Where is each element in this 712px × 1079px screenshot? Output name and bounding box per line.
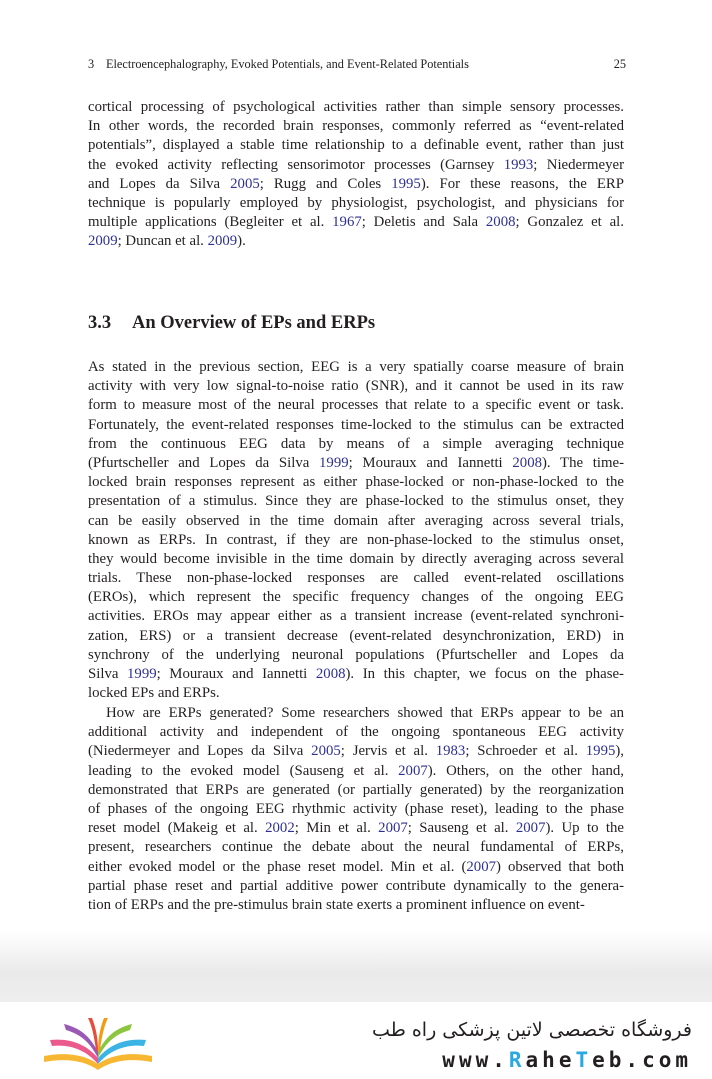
citation-link[interactable]: 1995 xyxy=(585,743,616,760)
text-line xyxy=(88,607,624,626)
url-letter-r: R xyxy=(508,1048,526,1072)
chapter-title: Electroencephalography, Evoked Potentials, and Event-Related Potentials xyxy=(106,57,469,71)
text-line xyxy=(88,396,624,415)
text-line xyxy=(88,136,624,155)
text-run: partial phase reset and partial additive power contribute dynamically to the genera- xyxy=(88,877,624,894)
text-run: from the continuous EEG data by means of a simple averaging technique xyxy=(88,435,624,452)
text-run: ). Up to the xyxy=(545,820,624,837)
text-run: ; Duncan et al. xyxy=(117,233,208,250)
text-line xyxy=(88,232,624,251)
citation-link[interactable]: 1983 xyxy=(435,743,466,760)
text-line xyxy=(88,358,624,377)
watermark-footer xyxy=(0,1002,712,1079)
shop-name: فروشگاه تخصصی لاتین پزشکی راه طب xyxy=(372,1019,692,1041)
text-run: synchrony of the underlying neuronal populations (Pfurtscheller and Lopes da xyxy=(88,646,624,663)
text-run: ; Min et al. xyxy=(294,820,379,837)
text-run: As stated in the previous section, EEG is a very spatially coarse measure of brain xyxy=(88,359,624,375)
citation-link[interactable]: 2008 xyxy=(315,666,346,682)
paragraph-1 xyxy=(88,358,624,703)
text-line xyxy=(88,704,624,723)
text-line xyxy=(88,435,624,454)
text-line xyxy=(88,117,624,136)
text-line xyxy=(88,416,624,435)
text-line xyxy=(88,213,624,232)
text-run: they would become invisible in the time domain by directly averaging across several xyxy=(88,550,624,567)
text-run: ; Schroeder et al. xyxy=(465,743,586,760)
text-run: zation, ERS) or a transient decrease (event-related desynchronization, ERD) in xyxy=(88,627,624,644)
text-run: ). In this chapter, we focus on the phase- xyxy=(345,666,624,682)
text-line xyxy=(88,377,624,396)
text-run: ). For these reasons, the ERP xyxy=(420,175,624,192)
citation-link[interactable]: 1999 xyxy=(127,666,157,682)
text-line xyxy=(88,665,624,684)
text-line xyxy=(88,98,624,117)
text-run: locked EPs and ERPs. xyxy=(88,685,220,702)
citation-link[interactable]: 2008 xyxy=(485,214,516,231)
text-run: (EROs), which represent the specific frequency changes of the ongoing EEG xyxy=(88,589,624,606)
text-run: How are ERPs generated? Some researchers showed that ERPs appear to be an xyxy=(106,705,624,721)
text-run: ; Mouraux and Iannetti xyxy=(156,666,316,682)
paragraph-2 xyxy=(88,704,624,915)
citation-link[interactable]: 2007 xyxy=(466,858,496,875)
citation-link[interactable]: 2002 xyxy=(265,820,295,837)
text-run: ; Sauseng et al. xyxy=(407,820,516,837)
url-mid-2: eb xyxy=(592,1048,626,1072)
text-line xyxy=(88,550,624,569)
text-run: additional activity and independent of the ongoing spontaneous EEG activity xyxy=(88,724,624,741)
text-line xyxy=(88,569,624,588)
intro-paragraph xyxy=(88,98,624,252)
text-line xyxy=(88,877,624,896)
url-letter-t: T xyxy=(575,1048,593,1072)
text-run: cortical processing of psychological activities rather than simple sensory processes. xyxy=(88,99,624,115)
text-run: either evoked model or the phase reset model. Min et al. ( xyxy=(88,858,467,875)
text-run: ; Niedermeyer xyxy=(533,156,624,173)
text-line xyxy=(88,742,624,761)
text-run: (Niedermeyer and Lopes da Silva xyxy=(88,743,312,760)
citation-link[interactable]: 1967 xyxy=(332,214,362,231)
text-run: ). The time- xyxy=(541,454,625,471)
text-line xyxy=(88,781,624,800)
text-line xyxy=(88,819,624,838)
text-line xyxy=(88,454,624,473)
text-line xyxy=(88,473,624,492)
text-run: can be easily observed in the time domain after averaging across several trials, xyxy=(88,512,624,529)
text-run: ). Others, on the other hand, xyxy=(427,762,625,779)
text-line xyxy=(88,156,624,175)
text-line xyxy=(88,194,624,213)
text-line xyxy=(88,512,624,531)
section-title: An Overview of EPs and ERPs xyxy=(132,313,376,333)
text-run: present, researchers continue the debate about the neural fundamental of ERPs, xyxy=(88,839,624,856)
url-suffix: .com xyxy=(625,1048,692,1072)
text-run: Silva xyxy=(88,666,128,682)
text-line xyxy=(88,723,624,742)
citation-link[interactable]: 2008 xyxy=(512,454,542,471)
text-line xyxy=(88,531,624,550)
text-run: trials. These non-phase-locked responses are called event-related oscillations xyxy=(88,570,624,587)
citation-link[interactable]: 2009 xyxy=(88,233,118,250)
text-run: (Pfurtscheller and Lopes da Silva xyxy=(88,454,320,471)
text-run: ; Gonzalez et al. xyxy=(515,214,624,231)
text-run: ; Mouraux and Iannetti xyxy=(348,454,513,471)
citation-link[interactable]: 2005 xyxy=(230,175,260,192)
citation-link[interactable]: 2007 xyxy=(378,820,408,837)
text-line xyxy=(88,800,624,819)
page-number: 25 xyxy=(613,57,626,71)
text-line xyxy=(88,175,624,194)
text-run: technique is popularly employed by physiologist, psychologist, and physicians for xyxy=(88,194,624,211)
text-line xyxy=(88,588,624,607)
text-run: In other words, the recorded brain responses, commonly referred as “event-related xyxy=(88,118,624,135)
text-run: ). xyxy=(237,233,246,250)
section-heading xyxy=(88,311,375,335)
text-line xyxy=(88,684,624,703)
citation-link[interactable]: 1999 xyxy=(319,454,349,471)
text-run: tion of ERPs and the pre-stimulus brain state exerts a prominent influence on event- xyxy=(88,896,585,913)
text-run: presentation of a stimulus. Since they are phase-locked to the stimulus onset, they xyxy=(88,493,624,510)
text-run: multiple applications (Begleiter et al. xyxy=(88,214,333,231)
text-run: Fortunately, the event-related responses time-locked to the stimulus can be extracted xyxy=(88,416,624,433)
shop-url xyxy=(442,1046,692,1074)
url-prefix: www. xyxy=(442,1048,509,1072)
citation-link[interactable]: 2007 xyxy=(515,820,546,837)
text-run: leading to the evoked model (Sauseng et al. xyxy=(88,762,399,779)
text-run: and Lopes da Silva xyxy=(88,175,231,192)
text-run: form to measure most of the neural processes that relate to a specific event or task. xyxy=(88,397,624,414)
text-line xyxy=(88,858,624,877)
url-mid-1: ahe xyxy=(525,1048,576,1072)
text-line xyxy=(88,646,624,665)
text-run: locked brain responses represent as either phase-locked or non-phase-locked to the xyxy=(88,474,624,491)
citation-link[interactable]: 2007 xyxy=(398,762,428,779)
page-bottom-shadow xyxy=(0,930,712,1002)
text-line xyxy=(88,762,624,781)
citation-link[interactable]: 1993 xyxy=(503,156,534,173)
text-run: known as ERPs. In contrast, if they are non-phase-locked to the stimulus onset, xyxy=(88,531,624,548)
text-run: ), xyxy=(615,743,624,760)
citation-link[interactable]: 1995 xyxy=(391,175,421,192)
text-run: ; Deletis and Sala xyxy=(361,214,486,231)
text-run: the evoked activity reflecting sensorimotor processes (Garnsey xyxy=(88,156,504,173)
text-line xyxy=(88,838,624,857)
chapter-number: 3 xyxy=(88,57,95,71)
text-line xyxy=(88,627,624,646)
text-line xyxy=(88,896,624,915)
text-run: of phases of the ongoing EEG rhythmic activity (phase reset), leading to the phase xyxy=(88,800,624,817)
section-number: 3.3 xyxy=(88,313,112,333)
text-run: potentials”, displayed a stable time relationship to a definable event, rather than just xyxy=(88,137,624,154)
text-run: ; Jervis et al. xyxy=(340,743,436,760)
text-run: ) observed that both xyxy=(495,858,624,875)
citation-link[interactable]: 2005 xyxy=(311,743,341,760)
text-line xyxy=(88,492,624,511)
citation-link[interactable]: 2009 xyxy=(207,233,238,250)
text-run: ; Rugg and Coles xyxy=(259,175,392,192)
text-run: activity with very low signal-to-noise ratio (SNR), and it cannot be used in its raw xyxy=(88,378,624,395)
text-run: activities. EROs may appear either as a transient increase (event-related synchroni- xyxy=(88,608,624,625)
text-run: reset model (Makeig et al. xyxy=(88,820,266,837)
open-book-logo-icon xyxy=(36,1014,160,1076)
text-run: demonstrated that ERPs are generated (or partially generated) by the reorganization xyxy=(88,781,624,798)
